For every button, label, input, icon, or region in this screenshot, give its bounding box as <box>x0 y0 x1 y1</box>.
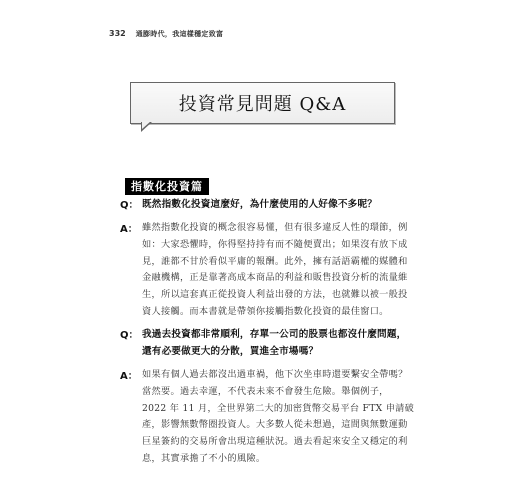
question-row <box>120 196 410 213</box>
question-line: 我過去投資都非常順利，存單一公司的股票也都沒什麼問題， <box>142 329 407 340</box>
page-title: 投資常見問題 Q&A <box>178 94 347 115</box>
qa-block-1 <box>120 196 410 321</box>
page-number: 332 <box>109 29 126 38</box>
answer-text <box>142 220 408 321</box>
question-line: 還有必要做更大的分散，買進全市場嗎？ <box>142 346 319 357</box>
answer-line: 息，其實承擔了不小的風險。 <box>142 452 266 464</box>
answer-text <box>142 367 414 468</box>
qa-block-2 <box>120 326 415 468</box>
speech-bubble-tail-inner <box>142 121 151 129</box>
answer-line: 產，影響無數幣圈投資人。大多數人從未想過，這間與無數運動 <box>142 419 408 431</box>
title-box <box>130 82 395 124</box>
answer-line: 生，所以這套真正從投資人利益出發的方法，也就難以被一般投 <box>142 289 408 301</box>
answer-row <box>120 220 410 321</box>
question-text <box>142 196 377 213</box>
running-title: 通膨時代，我這樣穩定致富 <box>135 30 224 38</box>
page-header <box>109 29 223 39</box>
section-label: 指數化投資篇 <box>125 178 209 195</box>
answer-line: 如：大家恐懼時，你得堅持持有而不隨便賣出；如果沒有放下成 <box>142 238 408 250</box>
answer-line: 巨星簽約的交易所會出現這種狀況。過去看起來安全又穩定的利 <box>142 436 408 448</box>
answer-line: 2022 年 11 月，全世界第二大的加密貨幣交易平台 FTX 申請破 <box>142 402 415 414</box>
answer-line: 當然要。過去幸運，不代表未來不會發生危險。舉個例子， <box>142 385 389 397</box>
question-row <box>120 326 410 360</box>
answer-line: 如果有個人過去都沒出過車禍，他下次坐車時還要繫安全帶嗎？ <box>142 369 408 380</box>
answer-line: 見，誰都不甘於看似平庸的報酬。此外，擁有話語霸權的媒體和 <box>142 255 408 267</box>
question-line: 既然指數化投資這麼好，為什麼使用的人好像不多呢？ <box>142 199 378 210</box>
answer-row <box>120 367 415 468</box>
answer-marker: A： <box>120 371 138 382</box>
question-marker: Q： <box>120 200 139 211</box>
answer-line: 資人接觸。而本書就是帶領你接觸指數化投資的最佳窗口。 <box>142 305 389 317</box>
question-marker: Q： <box>120 330 139 341</box>
question-text <box>142 326 406 360</box>
answer-line: 雖然指數化投資的概念很容易懂，但有很多違反人性的環節，例 <box>142 222 408 233</box>
answer-marker: A： <box>120 224 138 235</box>
answer-line: 金融機構，正是靠著高成本商品的利益和販售投資分析的流量維 <box>142 272 408 284</box>
